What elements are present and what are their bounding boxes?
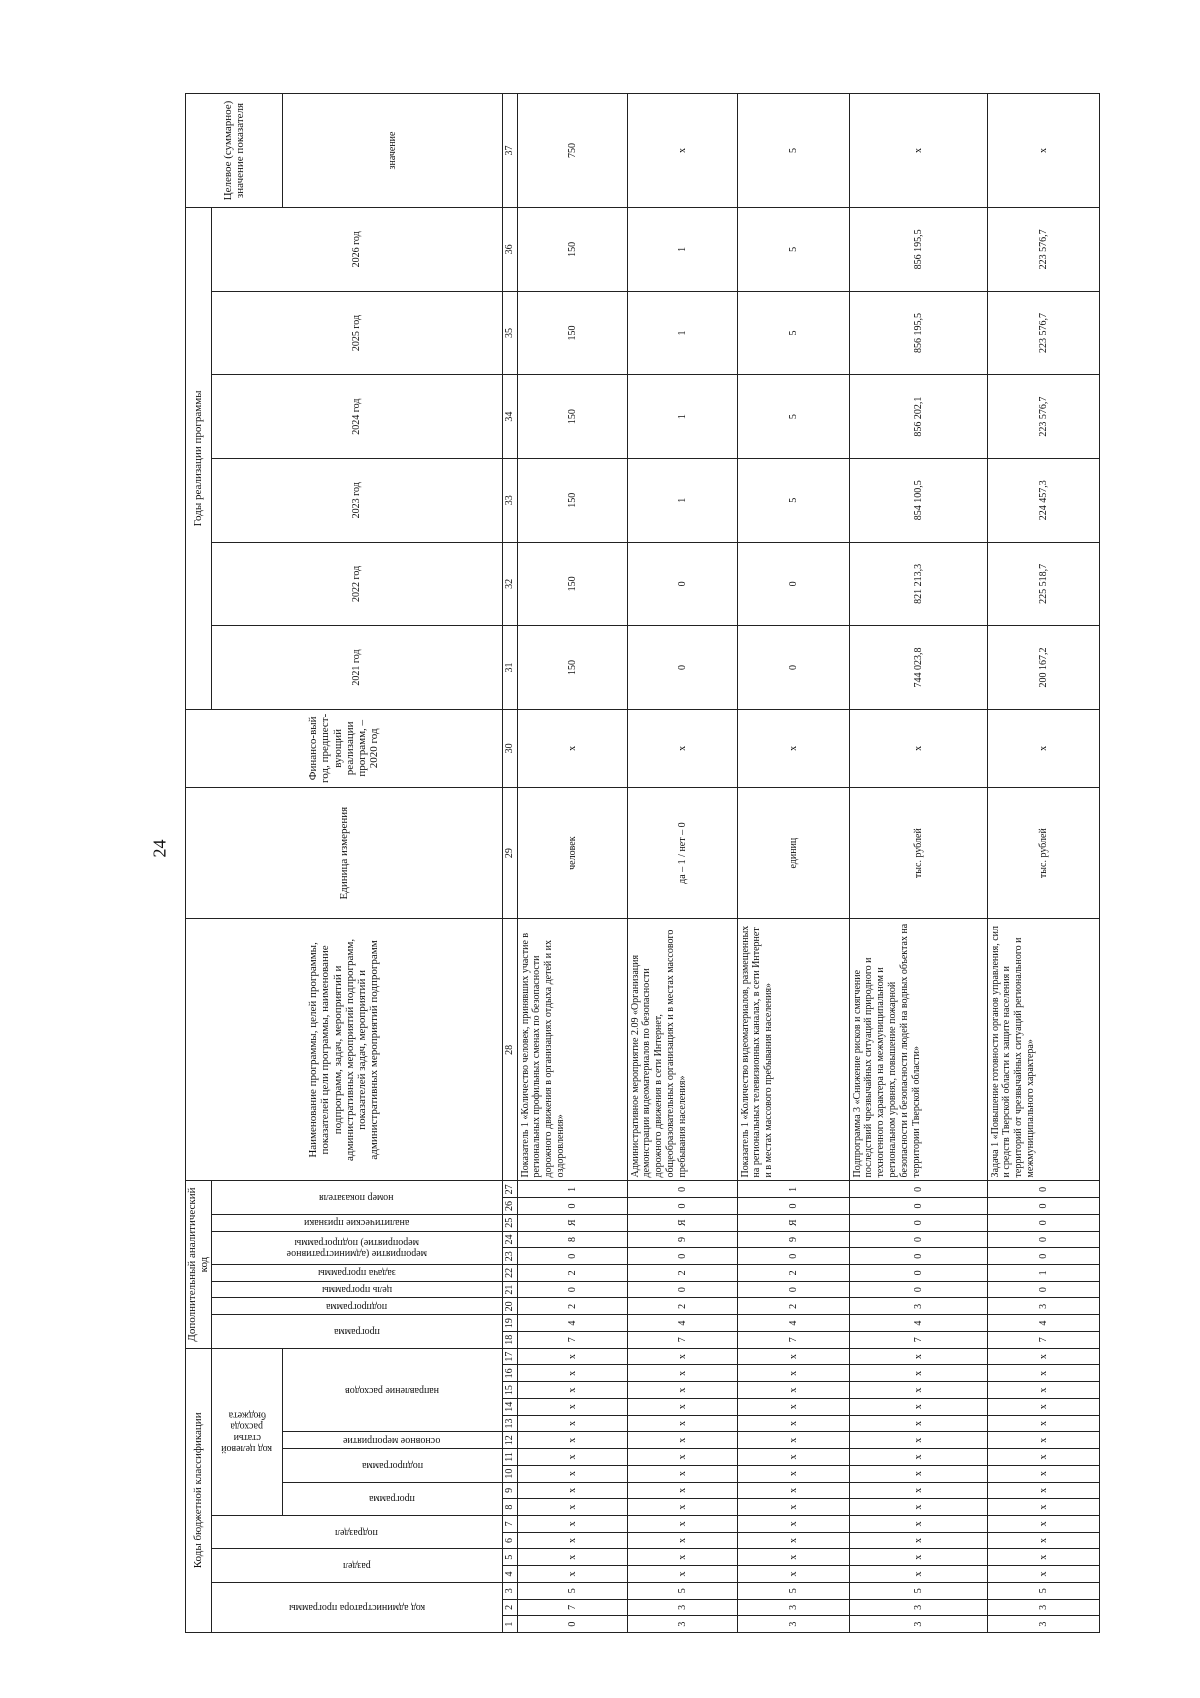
code-cell: x: [987, 1482, 1099, 1499]
code-cell: 9: [737, 1231, 849, 1248]
code-cell: x: [987, 1348, 1099, 1365]
code-cell: 3: [849, 1599, 987, 1616]
code-cell: 2: [517, 1298, 627, 1315]
code-cell: x: [627, 1566, 737, 1583]
code-cell: 3: [737, 1599, 849, 1616]
col-num: 19: [502, 1315, 517, 1332]
code-cell: 0: [517, 1248, 627, 1265]
code-cell: Я: [517, 1214, 627, 1231]
program-goal-header: [211, 1281, 502, 1298]
row-year-value: 223 576,7: [987, 208, 1099, 292]
col-num: 30: [502, 709, 517, 787]
unit-column-header: Единица измерения: [186, 787, 503, 919]
col-num: 36: [502, 208, 517, 292]
code-cell: x: [849, 1515, 987, 1532]
code-cell: x: [987, 1515, 1099, 1532]
code-cell: 3: [737, 1616, 849, 1633]
col-num: 18: [502, 1331, 517, 1348]
code-cell: 0: [849, 1181, 987, 1198]
code-cell: x: [849, 1499, 987, 1516]
code-cell: x: [987, 1549, 1099, 1566]
col-num: 15: [502, 1382, 517, 1399]
code-cell: Я: [627, 1214, 737, 1231]
code-cell: 2: [737, 1265, 849, 1282]
code-cell: x: [849, 1465, 987, 1482]
code-cell: x: [627, 1348, 737, 1365]
row-year-value: 5: [737, 291, 849, 375]
row-year-value: 854 100,5: [849, 458, 987, 542]
row-year-value: 1: [627, 291, 737, 375]
code-cell: Я: [737, 1214, 849, 1231]
row-name: Показатель 1 «Количество видеоматериалов, размещенных на региональных телевизионных каналах, в сети Интернет и в местах массового пребывания населения»: [737, 919, 849, 1181]
code-cell: x: [627, 1398, 737, 1415]
code-cell: 7: [627, 1331, 737, 1348]
code-cell: 0: [849, 1248, 987, 1265]
code-cell: 4: [737, 1315, 849, 1332]
code-cell: x: [627, 1382, 737, 1399]
target-value-header: значение: [282, 94, 502, 208]
row-target: 5: [737, 94, 849, 208]
code-cell: 3: [987, 1298, 1099, 1315]
column-numbers-row: [502, 94, 517, 1633]
code-cell: x: [627, 1515, 737, 1532]
year-2024-header: 2024 год: [211, 375, 502, 459]
code-cell: x: [517, 1398, 627, 1415]
data-rows: [517, 94, 1099, 1633]
code-cell: 3: [627, 1599, 737, 1616]
col-num: 14: [502, 1398, 517, 1415]
table-row: [627, 94, 737, 1633]
code-cell: 2: [517, 1265, 627, 1282]
code-cell: 0: [987, 1181, 1099, 1198]
row-year-value: 225 518,7: [987, 542, 1099, 626]
code-cell: x: [849, 1532, 987, 1549]
code-cell: 0: [987, 1231, 1099, 1248]
col-num: 10: [502, 1465, 517, 1482]
col-num: 21: [502, 1281, 517, 1298]
row-year-value: 5: [737, 208, 849, 292]
code-cell: x: [737, 1482, 849, 1499]
row-year-value: 150: [517, 542, 627, 626]
code-cell: 1: [987, 1265, 1099, 1282]
row-year-value: 0: [627, 626, 737, 710]
code-cell: x: [517, 1449, 627, 1466]
code-cell: x: [517, 1566, 627, 1583]
code-cell: x: [987, 1532, 1099, 1549]
code-cell: x: [849, 1566, 987, 1583]
code-cell: 7: [517, 1331, 627, 1348]
row-name: Административное мероприятие 2.09 «Организация демонстрации видеоматериалов по безопасности дорожного движения в сети Интернет, общеобразовательных организациях и в местах массового пребывания населения»: [627, 919, 737, 1181]
code-cell: 3: [849, 1616, 987, 1633]
code-cell: x: [627, 1532, 737, 1549]
budget-codes-header: Коды бюджетной классификации: [186, 1348, 212, 1632]
program-admin-code-label: код администратора программы: [288, 1602, 425, 1614]
years-group-header: Годы реализации программы: [186, 208, 212, 710]
col-num: 35: [502, 291, 517, 375]
col-num: 22: [502, 1265, 517, 1282]
code-cell: x: [627, 1449, 737, 1466]
row-fin-year: x: [627, 709, 737, 787]
row-year-value: 1: [627, 375, 737, 459]
col-num: 5: [502, 1549, 517, 1566]
code-cell: x: [987, 1382, 1099, 1399]
code-cell: 0: [627, 1181, 737, 1198]
code-cell: x: [987, 1449, 1099, 1466]
row-year-value: 856 202,1: [849, 375, 987, 459]
row-name: Показатель 1 «Количество человек, принявших участие в региональных профильных сменах по безопасности дорожного движения в организациях отдыха детей и их оздоровления»: [517, 919, 627, 1181]
target-header: Целевое (суммарное) значение показателя: [186, 94, 283, 208]
program-task-label: задача программы: [317, 1267, 396, 1279]
col-num: 28: [502, 919, 517, 1181]
code-cell: x: [849, 1348, 987, 1365]
code-cell: x: [737, 1432, 849, 1449]
code-cell: x: [517, 1465, 627, 1482]
code-cell: 0: [627, 1198, 737, 1215]
code-cell: x: [987, 1432, 1099, 1449]
code-cell: 7: [987, 1331, 1099, 1348]
code-cell: x: [517, 1415, 627, 1432]
col-num: 6: [502, 1532, 517, 1549]
page-number: 24: [149, 839, 170, 858]
code-cell: 8: [517, 1231, 627, 1248]
code-cell: 1: [737, 1181, 849, 1198]
code-cell: x: [987, 1398, 1099, 1415]
col-num: 8: [502, 1499, 517, 1516]
row-target: x: [627, 94, 737, 208]
col-num: 25: [502, 1214, 517, 1231]
program-goal-label: цель программы: [321, 1284, 392, 1296]
row-unit: да – 1 / нет – 0: [627, 787, 737, 919]
code-cell: x: [849, 1382, 987, 1399]
code-cell: 4: [517, 1315, 627, 1332]
main-event-header: [282, 1432, 502, 1449]
code-cell: x: [737, 1398, 849, 1415]
row-year-value: 5: [737, 375, 849, 459]
row-fin-year: x: [849, 709, 987, 787]
code-cell: x: [849, 1432, 987, 1449]
code-cell: 4: [627, 1315, 737, 1332]
row-unit: тыс. рублей: [849, 787, 987, 919]
expense-direction-header: [282, 1348, 502, 1432]
code-cell: 7: [517, 1599, 627, 1616]
code-cell: 0: [987, 1281, 1099, 1298]
code-cell: x: [737, 1515, 849, 1532]
code-cell: 5: [517, 1582, 627, 1599]
subprogram-code-label: подпрограмма: [361, 1459, 423, 1471]
code-cell: x: [849, 1449, 987, 1466]
code-cell: 4: [987, 1315, 1099, 1332]
code-cell: 0: [849, 1281, 987, 1298]
code-cell: x: [517, 1532, 627, 1549]
add-subprogram-header: [211, 1298, 502, 1315]
code-cell: x: [737, 1499, 849, 1516]
code-cell: x: [849, 1415, 987, 1432]
code-cell: 0: [517, 1616, 627, 1633]
year-2025-header: 2025 год: [211, 291, 502, 375]
row-year-value: 821 213,3: [849, 542, 987, 626]
row-year-value: 0: [627, 542, 737, 626]
name-column-header: Наименование программы, целей программы, показателей цели программы, наименование подпрограмм, задач, мероприятий и административных мероприятий подпрограмм, показателей задач, мероприятий и административных мероприятий подпрограмм: [186, 919, 503, 1181]
add-subprogram-label: подпрограмма: [326, 1300, 388, 1312]
col-num: 20: [502, 1298, 517, 1315]
table-row: [987, 94, 1099, 1633]
code-cell: 5: [987, 1582, 1099, 1599]
code-cell: x: [737, 1365, 849, 1382]
year-2021-header: 2021 год: [211, 626, 502, 710]
code-cell: 2: [627, 1265, 737, 1282]
program-task-header: [211, 1265, 502, 1282]
col-num: 27: [502, 1181, 517, 1198]
code-cell: 5: [849, 1582, 987, 1599]
code-cell: x: [517, 1365, 627, 1382]
code-cell: x: [987, 1465, 1099, 1482]
code-cell: 0: [849, 1214, 987, 1231]
add-program-header: [211, 1315, 502, 1348]
code-cell: 0: [517, 1198, 627, 1215]
col-num: 13: [502, 1415, 517, 1432]
row-year-value: 150: [517, 291, 627, 375]
code-cell: 0: [627, 1281, 737, 1298]
row-name: Подпрограмма 3 «Снижение рисков и смягчение последствий чрезвычайных ситуаций природного и техногенного характера на межмуниципальном и региональном уровнях, повышение пожарной безопасности и безопасности людей на водных объектах на территории Тверской области»: [849, 919, 987, 1181]
code-cell: x: [849, 1398, 987, 1415]
code-cell: x: [987, 1365, 1099, 1382]
code-cell: 7: [737, 1331, 849, 1348]
program-table: [185, 93, 1100, 1633]
subsection-header: [211, 1515, 502, 1548]
code-cell: 7: [849, 1331, 987, 1348]
code-cell: 5: [737, 1582, 849, 1599]
code-cell: x: [627, 1549, 737, 1566]
indicator-number-header: [211, 1181, 502, 1214]
code-cell: 0: [987, 1214, 1099, 1231]
code-cell: x: [737, 1348, 849, 1365]
code-cell: x: [627, 1499, 737, 1516]
row-unit: единиц: [737, 787, 849, 919]
rotated-table-container: [185, 93, 1075, 1633]
col-num: 29: [502, 787, 517, 919]
code-cell: x: [737, 1532, 849, 1549]
code-cell: x: [627, 1365, 737, 1382]
analytic-signs-label: аналитические признаки: [303, 1217, 410, 1229]
code-cell: 0: [849, 1265, 987, 1282]
col-num: 34: [502, 375, 517, 459]
code-cell: x: [627, 1465, 737, 1482]
code-cell: 1: [517, 1181, 627, 1198]
code-cell: x: [517, 1549, 627, 1566]
row-unit: человек: [517, 787, 627, 919]
row-fin-year: x: [737, 709, 849, 787]
table-row: [737, 94, 849, 1633]
expense-direction-label: направление расходов: [345, 1384, 440, 1396]
subprogram-code-header: [282, 1449, 502, 1482]
row-year-value: 150: [517, 458, 627, 542]
row-year-value: 224 457,3: [987, 458, 1099, 542]
subsection-label: подраздел: [335, 1526, 379, 1538]
code-cell: 0: [737, 1198, 849, 1215]
code-cell: x: [849, 1482, 987, 1499]
code-cell: x: [987, 1499, 1099, 1516]
code-cell: x: [517, 1499, 627, 1516]
col-num: 12: [502, 1432, 517, 1449]
row-year-value: 150: [517, 626, 627, 710]
code-cell: 0: [737, 1281, 849, 1298]
code-cell: 2: [627, 1298, 737, 1315]
row-target: x: [987, 94, 1099, 208]
code-cell: x: [517, 1382, 627, 1399]
row-target: 750: [517, 94, 627, 208]
code-cell: x: [849, 1549, 987, 1566]
code-cell: 3: [987, 1599, 1099, 1616]
row-year-value: 223 576,7: [987, 291, 1099, 375]
row-target: x: [849, 94, 987, 208]
event-label: мероприятие (административное мероприятие) подпрограммы: [286, 1236, 427, 1260]
row-year-value: 0: [737, 626, 849, 710]
row-year-value: 5: [737, 458, 849, 542]
col-num: 16: [502, 1365, 517, 1382]
program-admin-code-header: [211, 1582, 502, 1632]
row-unit: тыс. рублей: [987, 787, 1099, 919]
row-year-value: 856 195,5: [849, 291, 987, 375]
row-year-value: 223 576,7: [987, 375, 1099, 459]
code-cell: 0: [737, 1248, 849, 1265]
table-holder: [185, 93, 1075, 1633]
code-cell: 2: [737, 1298, 849, 1315]
code-cell: x: [849, 1365, 987, 1382]
code-cell: 0: [987, 1248, 1099, 1265]
row-year-value: 1: [627, 458, 737, 542]
code-cell: x: [737, 1415, 849, 1432]
main-event-label: основное мероприятие: [343, 1434, 441, 1446]
code-cell: 3: [627, 1616, 737, 1633]
year-2026-header: 2026 год: [211, 208, 502, 292]
analytic-signs-header: [211, 1214, 502, 1231]
fin-year-header: Финансо-вый год, предшест-вующий реализации программ, – 2020 год: [186, 709, 503, 787]
program-code-label: программа: [369, 1493, 416, 1505]
code-cell: x: [517, 1515, 627, 1532]
code-cell: x: [517, 1432, 627, 1449]
col-num: 9: [502, 1482, 517, 1499]
col-num: 33: [502, 458, 517, 542]
col-num: 2: [502, 1599, 517, 1616]
row-year-value: 744 023,8: [849, 626, 987, 710]
col-num: 24: [502, 1231, 517, 1248]
col-num: 26: [502, 1198, 517, 1215]
code-cell: 0: [517, 1281, 627, 1298]
row-fin-year: x: [987, 709, 1099, 787]
col-num: 4: [502, 1566, 517, 1583]
row-year-value: 0: [737, 542, 849, 626]
target-article-header: [211, 1348, 282, 1515]
table-row: [849, 94, 987, 1633]
code-cell: x: [737, 1382, 849, 1399]
code-cell: x: [987, 1566, 1099, 1583]
indicator-number-label: номер показателя: [319, 1192, 394, 1204]
code-cell: x: [737, 1449, 849, 1466]
col-num: 37: [502, 94, 517, 208]
code-cell: 0: [987, 1198, 1099, 1215]
section-header: [211, 1549, 502, 1582]
col-num: 3: [502, 1582, 517, 1599]
code-cell: 0: [849, 1231, 987, 1248]
code-cell: 9: [627, 1231, 737, 1248]
col-num: 31: [502, 626, 517, 710]
col-num: 1: [502, 1616, 517, 1633]
program-code-header: [282, 1482, 502, 1515]
row-year-value: 1: [627, 208, 737, 292]
code-cell: x: [627, 1432, 737, 1449]
code-cell: x: [987, 1415, 1099, 1432]
row-name: Задача 1 «Повышение готовности органов управления, сил и средств Тверской области к защите населения и территорий от чрезвычайных ситуаций регионального и межмуниципального характера»: [987, 919, 1099, 1181]
col-num: 7: [502, 1515, 517, 1532]
code-cell: 3: [987, 1616, 1099, 1633]
row-year-value: 856 195,5: [849, 208, 987, 292]
add-program-label: программа: [333, 1326, 380, 1338]
code-cell: x: [517, 1348, 627, 1365]
additional-code-header: Дополнительный аналитический код: [186, 1181, 212, 1348]
code-cell: x: [517, 1482, 627, 1499]
year-2022-header: 2022 год: [211, 542, 502, 626]
event-header: [211, 1231, 502, 1264]
row-year-value: 150: [517, 375, 627, 459]
col-num: 11: [502, 1449, 517, 1466]
year-2023-header: 2023 год: [211, 458, 502, 542]
code-cell: x: [737, 1566, 849, 1583]
code-cell: 4: [849, 1315, 987, 1332]
code-cell: x: [627, 1415, 737, 1432]
code-cell: 0: [849, 1198, 987, 1215]
row-fin-year: x: [517, 709, 627, 787]
code-cell: 3: [849, 1298, 987, 1315]
table-row: [517, 94, 627, 1633]
row-year-value: 150: [517, 208, 627, 292]
col-num: 17: [502, 1348, 517, 1365]
code-cell: x: [737, 1549, 849, 1566]
row-year-value: 200 167,2: [987, 626, 1099, 710]
section-label: раздел: [342, 1560, 371, 1572]
col-num: 23: [502, 1248, 517, 1265]
code-cell: 5: [627, 1582, 737, 1599]
code-cell: x: [737, 1465, 849, 1482]
code-cell: x: [627, 1482, 737, 1499]
col-num: 32: [502, 542, 517, 626]
target-article-label: код целевой статьи расхода бюджета: [221, 1409, 273, 1455]
code-cell: 0: [627, 1248, 737, 1265]
